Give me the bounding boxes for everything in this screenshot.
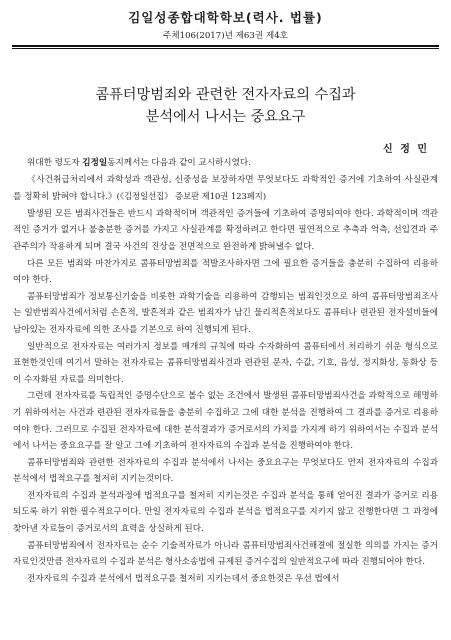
header-rule-thin xyxy=(12,48,439,49)
quote-paragraph xyxy=(13,172,438,206)
intro-lead-tail: 동지께서는 다음과 같이 교시하시였다. xyxy=(107,158,251,168)
quote-citation: (《김정일선집》 증보판 제10권 123페지) xyxy=(116,191,267,202)
body-paragraph-7: 전자자료의 수집과 분석과정에 법적요구를 철저히 지키는것은 수집과 분석을 통해 얻어진 결과가 증거로 리용되도록 하기 위한 필수적요구이다. 만일 전자자료의 수집과 분석을 법적요구를 지키지 않고 진행한다면 그 과정에 찾아낸 자료들이 증거로서의 효력을 상실하게 된다. xyxy=(13,490,438,535)
body-paragraph-9: 전자자료의 수집과 분석에서 법적요구를 철저히 지키는데서 중요한것은 우선 법에서 xyxy=(27,573,340,584)
header-rule-thick xyxy=(12,45,439,47)
intro-paragraph xyxy=(13,155,438,172)
intro-lead: 위대한 령도자 xyxy=(27,158,83,168)
author-name: 신 정 민 xyxy=(383,144,429,155)
body-paragraph-8: 콤퓨터망범죄에서 전자자료는 순수 기술적자료가 아니라 콤퓨터망범죄사건해결에 절실한 의의를 가지는 증거자료인것만큼 전자자료의 수집과 분석은 형사소송법에 규제된 증거수집의 일반적요구에 따라 진행되어야 한다. xyxy=(13,540,438,568)
article-title xyxy=(0,84,451,128)
body-paragraph-1: 발생된 모든 범죄사건들은 반드시 과학적이며 객관적인 증거들에 기초하여 증명되여야 한다. 과학적이며 객관적인 증거가 없거나 불충분한 증거를 가지고 사실관계를 확정하려고 한다면 필연적으로 추측과 억측, 선입견과 주관주의가 작용하게 되며 결국 사건의 진상을 전면적으로 완전하게 밝혀낼수 없다. xyxy=(13,208,438,252)
journal-title: 김일성종합대학학보(력사. 법률) xyxy=(128,10,323,25)
article-title-line-2: 분석에서 나서는 중요요구 xyxy=(145,109,306,125)
body-paragraph-2: 다른 모든 범죄와 마찬가지로 콤퓨터망범죄를 적발조사하자면 그에 필요한 증거들을 충분히 수집하여 리용하여야 한다. xyxy=(13,258,438,286)
article-title-line-1: 콤퓨터망범죄와 관련한 전자자료의 수집과 xyxy=(95,87,356,103)
leader-name: 김정일 xyxy=(82,158,108,168)
article-body xyxy=(13,155,438,587)
quote-text: 《사건취급처리에서 과학성과 객관성, 신중성을 보장하자면 무엇보다도 과학적인 증거에 기초하여 사실관계를 정확히 밝혀야 합니다.》 xyxy=(13,174,438,203)
body-paragraph-5: 그런데 전자자료를 독립적인 증명수단으로 볼수 없는 조건에서 발생된 콤퓨터망범죄사건을 과학적으로 해명하기 위하여서는 사건과 련관된 전자자료들을 충분히 수집하고 그에 대한 분석을 진행하여 그 결과를 증거로 리용하여야 한다. 그러므로 수집된 전자자료에 대한 분석결과가 증거로서의 가치를 가지게 하기 위하여서는 수집과 분석에서 나서는 중요요구를 잘 알고 그에 기초하여 전자자료의 수집과 분석을 진행하여야 한다. xyxy=(13,391,438,452)
body-paragraph-4: 일반적으로 전자자료는 여러가지 정보를 매개의 규칙에 따라 수자화하여 콤퓨터에서 처리하기 쉬운 형식으로 표현한것인데 여기서 말하는 전자자료는 콤퓨터망범죄사건과 련관된 문자, 수값, 기호, 음성, 정지화상, 동화상 등이 수자화된 자료를 의미한다. xyxy=(13,341,438,385)
body-paragraph-6: 콤퓨터망범죄와 관련한 전자자료의 수집과 분석에서 나서는 중요요구는 무엇보다도 먼저 전자자료의 수집과 분석에서 법적요구를 철저히 지키는것이다. xyxy=(13,457,438,485)
body-paragraph-3: 콤퓨터망범죄가 정보통신기술을 비롯한 과학기술을 리용하여 감행되는 범죄인것으로 하여 콤퓨터망범죄조사는 일반범죄사건에서처럼 손흔적, 발흔적과 같은 범죄자가 남긴 물리적흔적보다도 콤퓨터나 련관된 전자설비들에 남아있는 전자자료에 의한 조사를 기본으로 하여 진행되게 된다. xyxy=(13,291,438,335)
journal-issue-info: 주체106(2017)년 제63권 제4호 xyxy=(163,31,288,41)
